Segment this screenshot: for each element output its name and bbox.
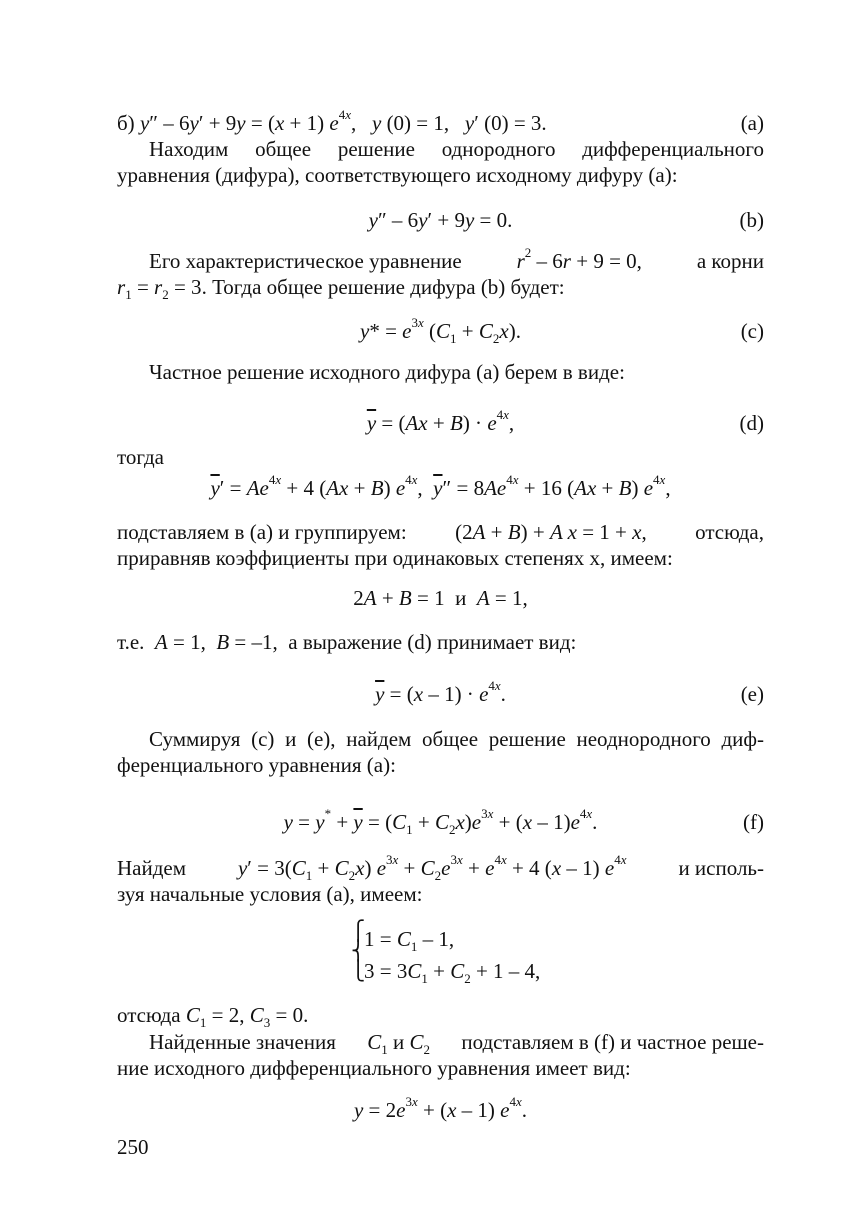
text-fragment: т.е. (117, 630, 145, 654)
problem-statement-line (117, 107, 764, 136)
paragraph-line: приравняв коэффициенты при одинаковых степенях x, имеем: (117, 546, 673, 570)
derivative-expression: $y' = 3(C_1 + C_2x) e^{3x} + C_2e^{3x} + e^{4x} + 4$ (x – 1) $e^{4x}$ (237, 852, 627, 884)
grouped-expression: (2A + B) + A x = 1 + x, (455, 520, 647, 544)
paragraph-line: Суммируя (с) и (е), найдем общее решение неоднородного диф- (149, 727, 764, 751)
paragraph-line: зуя начальные условия (а), имеем: (117, 882, 423, 906)
characteristic-equation: $r^2 - 6r + 9 = 0$, (516, 245, 642, 273)
text-fragment: подставляем в (а) и группируем: (117, 520, 407, 544)
equation-derivatives: $\overline{y}' = Ae^{4x} + 4$ (Ax + B) $e^{4x}$, $\overline{y}'' = 8Ae^{4x} + 16$ (Ax + B) $e^{4x}$, (210, 472, 671, 500)
eq-label-c: (c) (740, 319, 764, 343)
equation-e: $\overline{y} = (x - 1) \cdot e^{4x}$. (375, 678, 506, 706)
system-equation-2: $3 = 3C_1 + C_2 + 1 - 4$, (364, 959, 541, 987)
eq-label-d: (d) (739, 411, 764, 435)
equation-f: $y = y^* + \overline{y} = (C_1 + C_2x)e^{3x} + (x - 1)e^{4x}$. (283, 806, 598, 838)
coefficient-equations: 2A + B = 1 и A = 1, (353, 586, 528, 610)
paragraph-line: ние исходного дифференциального уравнения имеет вид: (117, 1056, 631, 1080)
conjunction-and: и (455, 586, 467, 610)
eq-label-e: (e) (740, 682, 764, 706)
paragraph-line (117, 274, 565, 303)
text-fragment: подставляем в (f) и частное реше- (461, 1030, 764, 1054)
paragraph-line (149, 1029, 764, 1058)
final-solution: $y = 2e^{3x} + (x - 1)$ $e^{4x}$. (353, 1094, 528, 1122)
eq-label-f: (f) (743, 810, 764, 834)
paragraph-line: Находим общее решение однородного дифференциального (149, 137, 764, 161)
paragraph-line (117, 519, 764, 545)
eq-label-a: (a) (740, 111, 764, 135)
paragraph-line (117, 852, 764, 884)
system-equation-1: $1 = C_1 - 1$, (364, 927, 455, 955)
text-fragment: Найдем (117, 856, 187, 880)
constants: $C_1$ и $C_2$ (367, 1030, 431, 1058)
roots-formula: $r_1 = r_2 = 3$ (117, 275, 202, 303)
equation-c: $y* = e^{3x}$ $(C_1 + C_2x)$. (360, 315, 521, 347)
text-fragment: а выражение (d) принимает вид: (288, 630, 577, 654)
equation-b: y″ – 6y′ + 9y = 0. (368, 208, 513, 232)
problem-label: б) (117, 111, 135, 135)
paragraph-line: ференциального уравнения (а): (117, 753, 396, 777)
paragraph-line: Частное решение исходного дифура (а) берем в виде: (149, 360, 625, 384)
paragraph-line: уравнения (дифура), соответствующего исходному дифуру (а): (117, 163, 678, 187)
text-fragment: Найденные значения (149, 1030, 336, 1054)
text-fragment: отсюда, (695, 520, 764, 544)
text-fragment: а корни (696, 249, 764, 273)
text-fragment: отсюда (117, 1003, 181, 1027)
page-number: 250 (117, 1135, 149, 1159)
equation-d: $\overline{y} = (Ax + B) \cdot e^{4x}$, (366, 407, 515, 435)
text-fragment: и исполь- (678, 856, 764, 880)
paragraph-line: тогда (117, 445, 164, 469)
text-fragment: Его характеристическое уравнение (149, 249, 462, 273)
paragraph-line (149, 245, 764, 274)
eq-label-b: (b) (739, 208, 764, 232)
equation-problem: y″ – 6y′ + 9y = (x + 1) $e^{4x}$, y (0) = 1, y′ (0) = 3. (139, 107, 547, 135)
paragraph-line: т.е. A = 1, B = –1, а выражение (d) принимает вид: (117, 630, 577, 654)
system-brace: ⎧ ⎨ ⎩ (351, 921, 366, 982)
text-fragment: . Тогда общее решение дифура (b) будет: (201, 275, 565, 299)
paragraph-line: отсюда $C_1 = 2$, $C_3 = 0$. (117, 1003, 309, 1031)
